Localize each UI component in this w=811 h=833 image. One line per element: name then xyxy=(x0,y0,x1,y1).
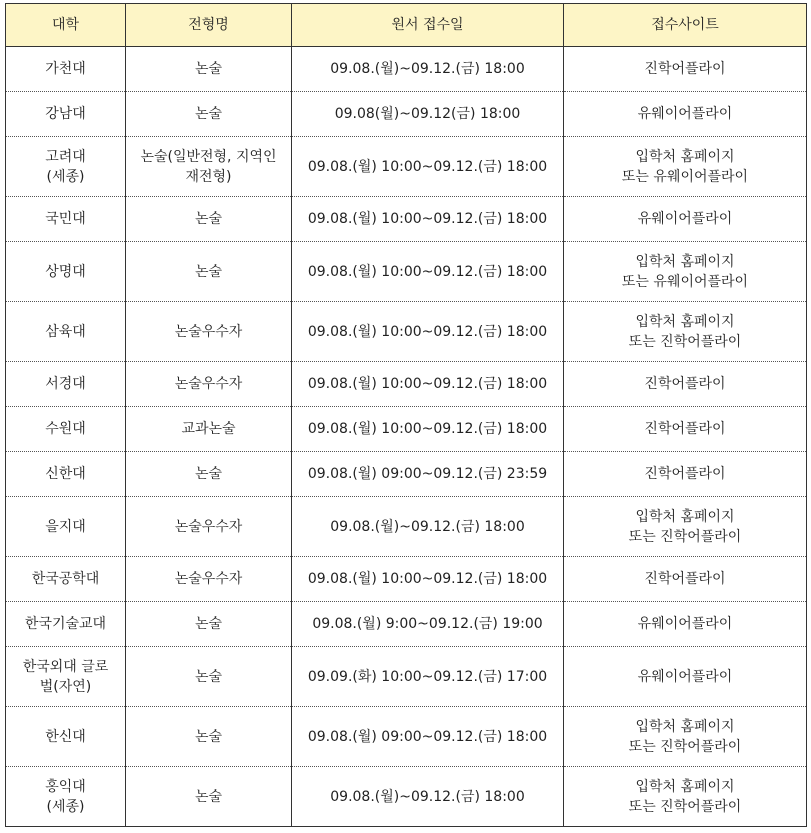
cell-admission-type: 논술 xyxy=(126,707,292,767)
cell-university: 국민대 xyxy=(6,197,126,242)
cell-admission-type: 논술 xyxy=(126,767,292,827)
cell-university: 한국외대 글로 벌(자연) xyxy=(6,647,126,707)
cell-admission-type: 논술우수자 xyxy=(126,497,292,557)
cell-university: 한국기술교대 xyxy=(6,602,126,647)
cell-admission-type: 논술 xyxy=(126,242,292,302)
table-row xyxy=(6,92,807,137)
cell-admission-type: 논술 xyxy=(126,92,292,137)
cell-university: 서경대 xyxy=(6,362,126,407)
cell-application-site: 진학어플라이 xyxy=(564,47,807,92)
table-row xyxy=(6,452,807,497)
cell-university: 신한대 xyxy=(6,452,126,497)
header-application-date: 원서 접수일 xyxy=(292,4,564,47)
cell-application-site: 입학처 홈페이지 또는 진학어플라이 xyxy=(564,497,807,557)
cell-application-site: 진학어플라이 xyxy=(564,362,807,407)
cell-application-site: 입학처 홈페이지 또는 유웨이어플라이 xyxy=(564,137,807,197)
cell-university: 강남대 xyxy=(6,92,126,137)
cell-university: 한신대 xyxy=(6,707,126,767)
cell-admission-type: 논술우수자 xyxy=(126,302,292,362)
cell-application-site: 입학처 홈페이지 또는 진학어플라이 xyxy=(564,302,807,362)
table-row xyxy=(6,557,807,602)
cell-application-site: 입학처 홈페이지 또는 진학어플라이 xyxy=(564,707,807,767)
cell-application-date: 09.08.(월) 10:00~09.12.(금) 18:00 xyxy=(292,407,564,452)
table-body xyxy=(6,47,807,827)
cell-admission-type: 논술 xyxy=(126,647,292,707)
cell-application-site: 진학어플라이 xyxy=(564,407,807,452)
header-row xyxy=(6,4,807,47)
cell-admission-type: 논술 xyxy=(126,452,292,497)
cell-application-site: 진학어플라이 xyxy=(564,557,807,602)
cell-application-date: 09.08.(월) 9:00~09.12.(금) 19:00 xyxy=(292,602,564,647)
cell-application-date: 09.08.(월)~09.12.(금) 18:00 xyxy=(292,47,564,92)
cell-application-site: 유웨이어플라이 xyxy=(564,602,807,647)
table-row xyxy=(6,497,807,557)
cell-application-date: 09.08.(월) 10:00~09.12.(금) 18:00 xyxy=(292,557,564,602)
cell-application-site: 입학처 홈페이지 또는 진학어플라이 xyxy=(564,767,807,827)
cell-admission-type: 논술 xyxy=(126,47,292,92)
cell-university: 홍익대 (세종) xyxy=(6,767,126,827)
cell-university: 을지대 xyxy=(6,497,126,557)
cell-admission-type: 논술(일반전형, 지역인 재전형) xyxy=(126,137,292,197)
cell-application-date: 09.08.(월) 09:00~09.12.(금) 18:00 xyxy=(292,707,564,767)
table-row xyxy=(6,137,807,197)
table-row xyxy=(6,197,807,242)
header-application-site: 접수사이트 xyxy=(564,4,807,47)
cell-application-site: 유웨이어플라이 xyxy=(564,92,807,137)
cell-application-date: 09.08.(월) 10:00~09.12.(금) 18:00 xyxy=(292,197,564,242)
table-row xyxy=(6,407,807,452)
cell-university: 가천대 xyxy=(6,47,126,92)
cell-admission-type: 논술우수자 xyxy=(126,362,292,407)
table-row xyxy=(6,767,807,827)
table-row xyxy=(6,707,807,767)
table-row xyxy=(6,302,807,362)
cell-university: 수원대 xyxy=(6,407,126,452)
cell-admission-type: 교과논술 xyxy=(126,407,292,452)
admission-schedule-table xyxy=(5,3,807,827)
cell-application-date: 09.08(월)~09.12(금) 18:00 xyxy=(292,92,564,137)
cell-application-date: 09.08.(월)~09.12.(금) 18:00 xyxy=(292,497,564,557)
table-header xyxy=(6,4,807,47)
table-row xyxy=(6,602,807,647)
admission-table-container xyxy=(5,3,807,827)
table-row xyxy=(6,647,807,707)
cell-application-site: 유웨이어플라이 xyxy=(564,647,807,707)
cell-application-date: 09.08.(월) 10:00~09.12.(금) 18:00 xyxy=(292,242,564,302)
table-row xyxy=(6,242,807,302)
cell-university: 상명대 xyxy=(6,242,126,302)
cell-university: 고려대 (세종) xyxy=(6,137,126,197)
cell-admission-type: 논술우수자 xyxy=(126,557,292,602)
cell-application-site: 입학처 홈페이지 또는 유웨이어플라이 xyxy=(564,242,807,302)
cell-university: 한국공학대 xyxy=(6,557,126,602)
cell-admission-type: 논술 xyxy=(126,602,292,647)
cell-admission-type: 논술 xyxy=(126,197,292,242)
cell-application-site: 진학어플라이 xyxy=(564,452,807,497)
cell-application-date: 09.09.(화) 10:00~09.12.(금) 17:00 xyxy=(292,647,564,707)
cell-application-site: 유웨이어플라이 xyxy=(564,197,807,242)
table-row xyxy=(6,362,807,407)
cell-application-date: 09.08.(월) 10:00~09.12.(금) 18:00 xyxy=(292,362,564,407)
table-row xyxy=(6,47,807,92)
cell-application-date: 09.08.(월) 09:00~09.12.(금) 23:59 xyxy=(292,452,564,497)
cell-university: 삼육대 xyxy=(6,302,126,362)
cell-application-date: 09.08.(월)~09.12.(금) 18:00 xyxy=(292,767,564,827)
header-admission-type: 전형명 xyxy=(126,4,292,47)
header-university: 대학 xyxy=(6,4,126,47)
cell-application-date: 09.08.(월) 10:00~09.12.(금) 18:00 xyxy=(292,137,564,197)
cell-application-date: 09.08.(월) 10:00~09.12.(금) 18:00 xyxy=(292,302,564,362)
